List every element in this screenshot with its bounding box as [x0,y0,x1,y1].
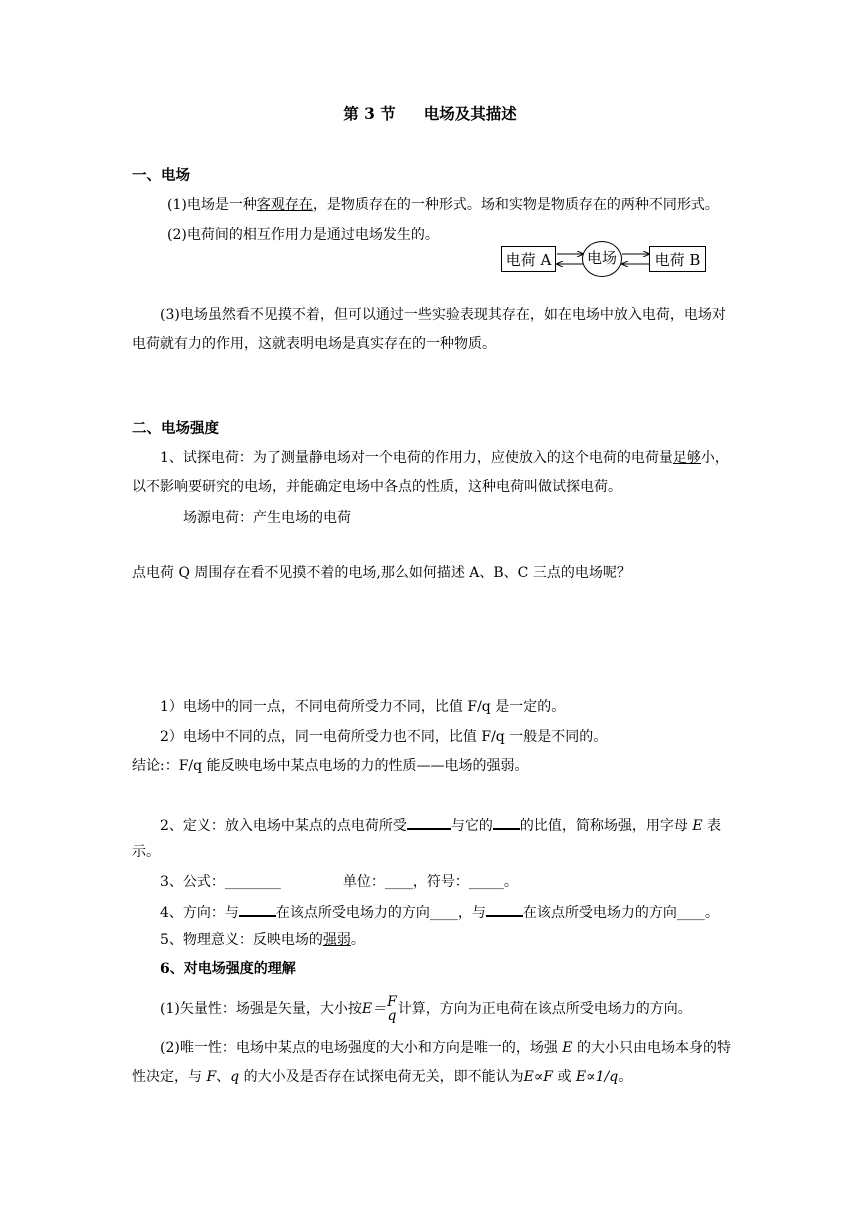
text: 在该点所受电场力的方向____，与 [275,905,486,921]
fraction-f-over-q [387,995,397,1023]
denominator: q [387,1008,397,1024]
heading-electric-field: 一、电场 [132,167,190,184]
understanding-heading: 6、对电场强度的理解 [160,961,296,977]
text: 表 [707,818,722,834]
fill-blank[interactable] [486,901,523,917]
physical-meaning-line [160,930,365,950]
symbol-e: E [562,1040,573,1056]
text: 的比值，简称场强，用字母 [519,818,688,834]
relation-e-q: E∝1/q [575,1069,619,1085]
text: 计算，方向为正电荷在该点所受电场力的方向。 [397,1001,692,1017]
text: 1、试探电荷：为了测量静电场对一个电荷的作用力，应使放入的这个电荷的电荷量 [160,450,673,466]
text: 与它的 [450,818,493,834]
text: 的大小及是否存在试探电荷无关，即不能认为 [243,1069,524,1085]
direction-line [160,901,719,923]
symbol-f: F [206,1069,217,1085]
definition-line-2: 示。 [132,844,160,860]
test-charge-line-2: 以不影响要研究的电场，并能确定电场中各点的性质，这种电荷叫做试探电荷。 [132,479,622,495]
charge-b-label: 电荷 B [654,251,701,269]
symbol-q: q [230,1069,240,1085]
fill-blank[interactable] [407,814,451,830]
relation-e-f: E∝F [523,1069,554,1085]
text: 性决定，与 [132,1069,202,1085]
text: 2、定义：放入电场中某点的点电荷所受 [160,818,407,834]
section-number: 第 3 节 [343,104,396,123]
source-charge-definition: 场源电荷：产生电场的电荷 [183,510,351,526]
page-title [0,104,860,124]
text: (1)矢量性：场强是矢量，大小按 [160,1001,362,1017]
text: 或 [557,1069,572,1085]
charge-field-diagram [501,239,706,279]
conclusion-line: 结论:：F/q 能反映电场中某点电场的力的性质——电场的强弱。 [132,758,529,774]
paragraph-interaction: (2)电荷间的相互作用力是通过电场发生的。 [167,227,439,243]
fill-blank[interactable] [239,901,276,917]
text: 。 [618,1069,633,1085]
text: (1)电场是一种 [167,197,257,213]
uniqueness-line-1 [160,1038,731,1058]
definition-line-1 [160,814,721,836]
formula-blank: 3、公式：________ [160,874,281,890]
underlined-term: 强弱 [322,932,351,948]
text: 在该点所受电场力的方向____。 [522,905,719,921]
observation-1: 1）电场中的同一点，不同电荷所受力不同，比值 F/q 是一定的。 [160,699,566,715]
paragraph-field-real-2: 电荷就有力的作用，这就表明电场是真实存在的一种物质。 [132,336,496,352]
symbol-e: E＝ [361,1001,387,1017]
text: 、 [216,1069,231,1085]
question-line: 点电荷 Q 周围存在看不见摸不着的电场,那么如何描述 A、B、C 三点的电场呢？ [132,565,631,581]
text: 5、物理意义：反映电场的 [160,932,323,948]
fill-blank[interactable] [493,814,520,830]
underlined-term: 足够 [672,450,701,466]
heading-field-strength: 二、电场强度 [132,420,219,437]
charge-b-box [649,246,706,272]
text: (2)唯一性：电场中某点的电场强度的大小和方向是唯一的，场强 [160,1040,558,1056]
numerator: F [387,994,397,1010]
uniqueness-line-2 [132,1067,632,1087]
underlined-term: 客观存在 [256,197,313,213]
text: 。 [350,932,365,948]
paragraph-field-real-1: (3)电场虽然看不见摸不着，但可以通过一些实验表现其存在，如在电场中放入电荷，电场对 [160,307,726,323]
section-name: 电场及其描述 [423,104,517,123]
unit-symbol-blanks: 单位：____，符号：_____。 [342,874,518,890]
text: ，是物质存在的一种形式。场和实物是物质存在的两种不同形式。 [312,197,719,213]
charge-a-label: 电荷 A [505,251,552,269]
field-label: 电场 [586,249,617,267]
observation-2: 2）电场中不同的点，同一电荷所受力也不同，比值 F/q 一般是不同的。 [160,729,608,745]
test-charge-line-1 [160,448,729,468]
text: 的大小只由电场本身的特 [576,1040,731,1056]
field-circle [582,241,622,277]
text: 4、方向：与 [160,905,239,921]
formula-line [160,872,518,892]
symbol-e: E [692,818,703,834]
paragraph-field-existence [167,195,719,215]
vector-property-line [160,995,692,1023]
text: 小， [700,450,729,466]
